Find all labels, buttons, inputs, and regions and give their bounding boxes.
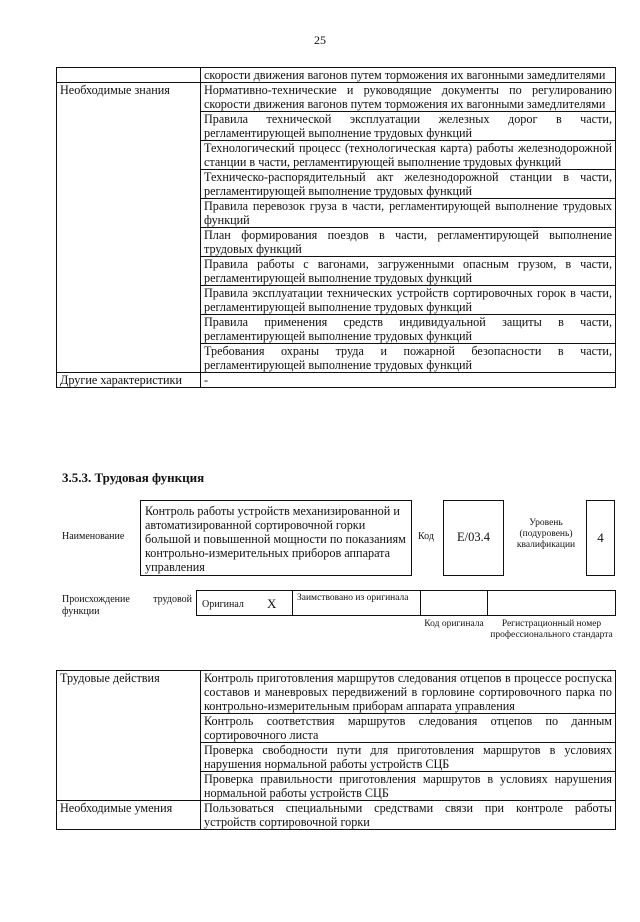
code-original-box xyxy=(420,590,488,616)
knowledge-item: Правила применения средств индивидуальной защиты в части, регламентирующей выполнение трудовых функций xyxy=(201,315,616,344)
code-original-caption: Код оригинала xyxy=(424,619,484,629)
level-box: 4 xyxy=(586,500,615,576)
code-label: Код xyxy=(418,531,434,542)
reg-number-caption: Регистрационный номер профессионального стандарта xyxy=(490,619,613,640)
skills-label: Необходимые умения xyxy=(57,801,201,830)
skill-item: Пользоваться специальными средствами связи при контроле работы устройств сортировочной горки xyxy=(201,801,616,830)
knowledge-item: Техническо-распорядительный акт железнодорожной станции в части, регламентирующей выполнение трудовых функций xyxy=(201,170,616,199)
action-item: Контроль приготовления маршрутов следования отцепов в процессе роспуска составов и маневровых передвижений в горловине сортировочного парка по контрольно-измерительным приборам аппарата управления xyxy=(201,671,616,714)
code-box: E/03.4 xyxy=(443,500,504,576)
function-name-box: Контроль работы устройств механизированной и автоматизированной сортировочной горки большой и повышенной мощности по показаниям контрольно-измерительных приборов аппарата управления xyxy=(140,500,412,576)
knowledge-item: Технологический процесс (технологическая карта) работы железнодорожной станции в части, регламентирующей выполнение трудовых функций xyxy=(201,141,616,170)
continuation-cell: скорости движения вагонов путем торможения их вагонными замедлителями xyxy=(201,68,616,83)
level-label: Уровень (подуровень) квалификации xyxy=(516,518,576,550)
knowledge-item: Требования охраны труда и пожарной безопасности в части, регламентирующей выполнение трудовых функций xyxy=(201,344,616,373)
knowledge-item: Правила работы с вагонами, загруженными опасным грузом, в части, регламентирующей выполнение трудовых функций xyxy=(201,257,616,286)
actions-table xyxy=(56,670,616,830)
original-label: Оригинал xyxy=(202,599,244,610)
other-value: - xyxy=(201,373,616,388)
origin-label: Происхождение трудовой функции xyxy=(62,594,192,617)
empty-label-cell xyxy=(57,68,201,83)
action-item: Проверка свободности пути для приготовления маршрутов в условиях нарушения нормальной работы устройств СЦБ xyxy=(201,743,616,772)
page-number: 25 xyxy=(314,33,326,47)
action-item: Проверка правильности приготовления маршрутов в условиях нарушения нормальной работы устройств СЦБ xyxy=(201,772,616,801)
knowledge-table xyxy=(56,67,616,388)
other-label: Другие характеристики xyxy=(57,373,201,388)
knowledge-item: Нормативно-технические и руководящие документы по регулированию скорости движения вагонов путем торможения их вагонными замедлителями xyxy=(201,83,616,112)
knowledge-item: План формирования поездов в части, регламентирующей выполнение трудовых функций xyxy=(201,228,616,257)
reg-number-box xyxy=(487,590,616,616)
knowledge-item: Правила эксплуатации технических устройств сортировочных горок в части, регламентирующей выполнение трудовых функций xyxy=(201,286,616,315)
original-mark: X xyxy=(267,596,277,611)
name-label: Наименование xyxy=(62,531,125,542)
borrowed-box: Заимствовано из оригинала xyxy=(292,590,421,616)
original-box xyxy=(196,590,293,616)
section-heading: 3.5.3. Трудовая функция xyxy=(62,470,205,485)
action-item: Контроль соответствия маршрутов следования отцепов по данным сортировочного листа xyxy=(201,714,616,743)
knowledge-label: Необходимые знания xyxy=(57,83,201,373)
knowledge-item: Правила технической эксплуатации железных дорог в части, регламентирующей выполнение трудовых функций xyxy=(201,112,616,141)
knowledge-item: Правила перевозок груза в части, регламентирующей выполнение трудовых функций xyxy=(201,199,616,228)
actions-label: Трудовые действия xyxy=(57,671,201,801)
